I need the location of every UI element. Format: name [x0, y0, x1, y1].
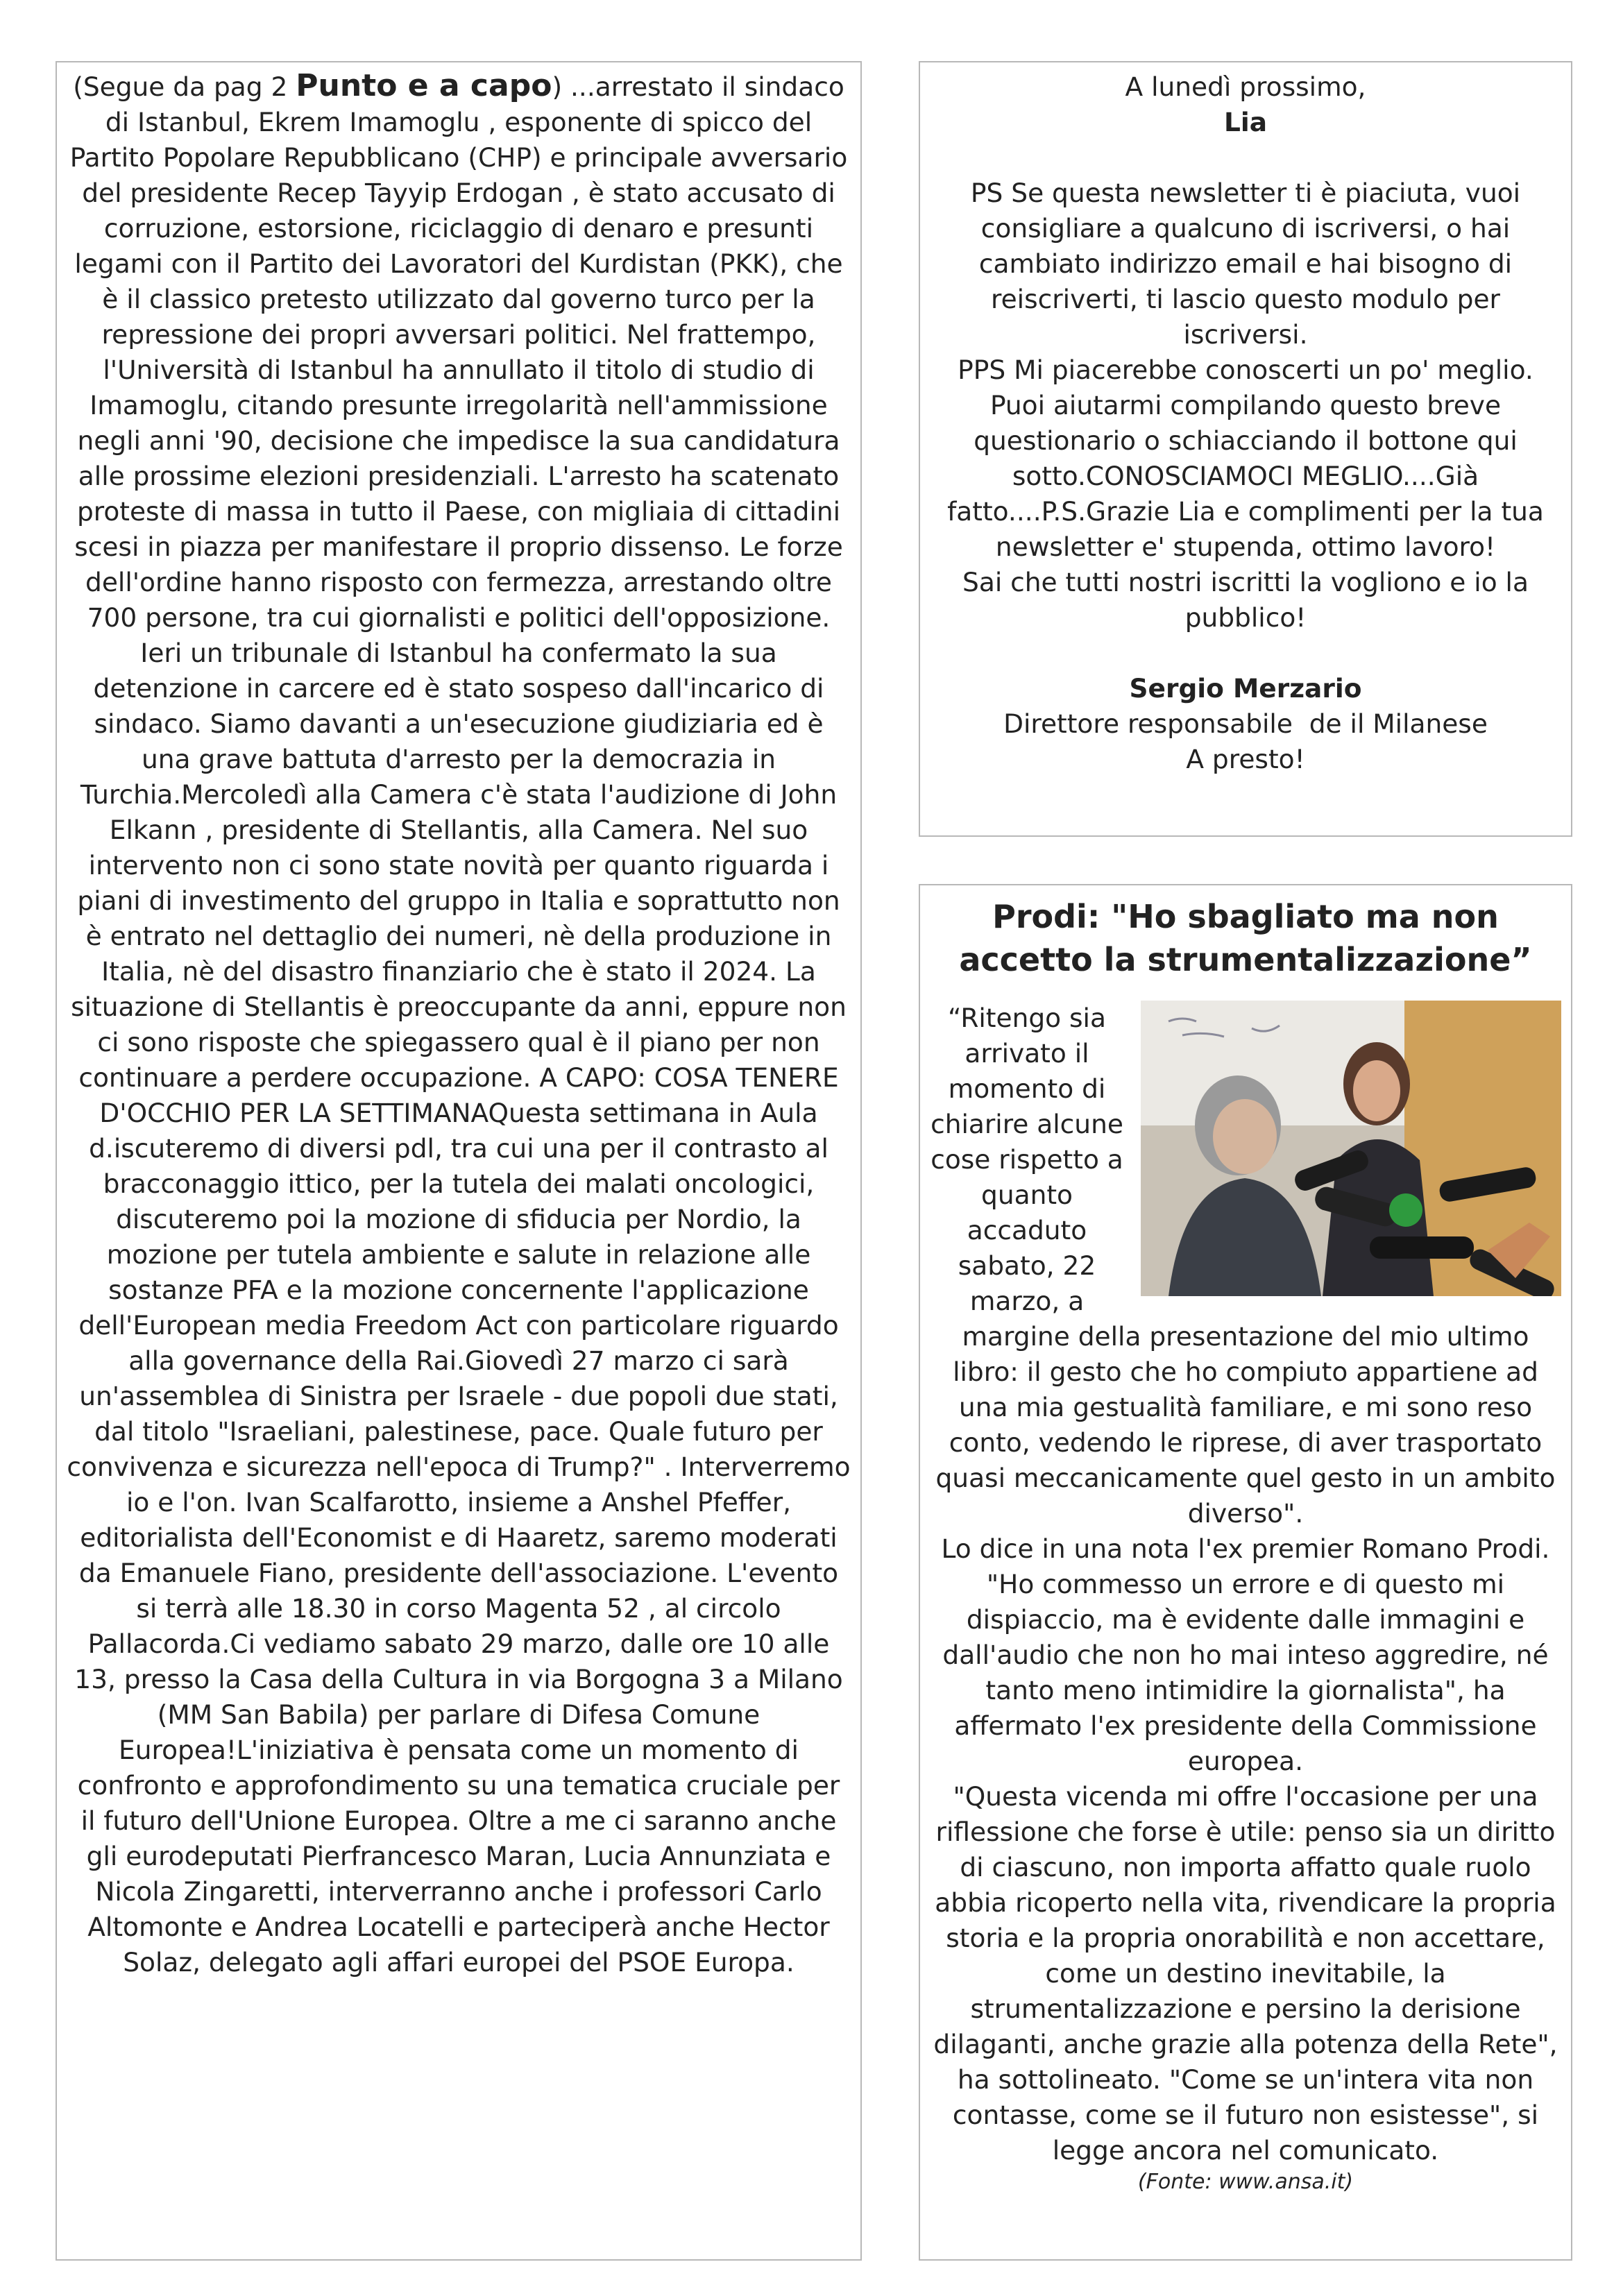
letter-text — [927, 69, 1564, 777]
article-photo — [1141, 1001, 1561, 1296]
sender-role: Direttore responsabile de il Milanese — [1003, 708, 1488, 739]
article-paragraph-1: “Ritengo sia arrivato il momento di chiarire alcune cose rispetto a quanto accaduto sabato, 22 marzo, a margine della presentazione del mio ultimo libro: il gesto che ho compiuto appartiene ad una mia gestualità familiare, e mi sono reso conto, vedendo le riprese, di aver trasportato quasi meccanicamente quel gesto in un ambito diverso". — [931, 1003, 1556, 1529]
letter-ps: PS Se questa newsletter ti è piaciuta, vuoi consigliare a qualcuno di iscriversi, o hai cambiato indirizzo email e hai bisogno di reiscriverti, ti lascio questo modulo per iscriversi. — [970, 178, 1521, 350]
article-paragraph-2: Lo dice in una nota l'ex premier Romano Prodi. "Ho commesso un errore e di questo mi dispiaccio, ma è evidente dalle immagini e dall'audio che non ho mai inteso aggredire, né tanto meno intimidire la giornalista", ha affermato l'ex presidente della Commissione europea. — [941, 1533, 1550, 1776]
article-body — [928, 1001, 1563, 2196]
column-name: Punto e a capo — [296, 68, 552, 103]
prodi-article-box — [919, 884, 1572, 2261]
left-article-body: ) ...arrestato il sindaco di Istanbul, Ekrem Imamoglu , esponente di spicco del Partito Popolare Repubblicano (CHP) e principale avversario del presidente Recep Tayyip Erdogan , è stato accusato di corruzione, estorsione, riciclaggio di denaro e presunti legami con il Partito dei Lavoratori del Kurdistan (PKK), che è il classico pretesto utilizzato dal governo turco per la repressione dei propri avversari politici. Nel frattempo, l'Università di Istanbul ha annullato il titolo di studio di Imamoglu, citando presunte irregolarità nell'ammissione negli anni '90, decisione che impedisce la sua candidatura alle prossime elezioni presidenziali. L'arresto ha scatenato proteste di massa in tutto il Paese, con migliaia di cittadini scesi in piazza per manifestare il proprio dissenso. Le forze dell'ordine hanno risposto con fermezza, arrestando oltre 700 persone, tra cui giornalisti e politici dell'opposizione. Ieri un tribunale di Istanbul ha confermato la sua detenzione in carcere ed è stato sospeso dall'incarico di sindaco. Siamo davanti a un'esecuzione giudiziaria ed è una grave battuta d'arresto per la democrazia in Turchia.Mercoledì alla Camera c'è stata l'audizione di John Elkann , presidente di Stellantis, alla Camera. Nel suo intervento non ci sono state novità per quanto riguarda i piani di investimento del gruppo in Italia e soprattutto non è entrato nel dettaglio dei numeri, nè della produzione in Italia, nè del disastro finanziario che è stato il 2024. La situazione di Stellantis è preoccupante da anni, eppure non ci sono risposte che spiegassero qual è il piano per non continuare a perdere occupazione. A CAPO: COSA TENERE D'OCCHIO PER LA SETTIMANAQuesta settimana in Aula d.iscuteremo di diversi pdl, tra cui una per il contrasto al bracconaggio ittico, per la tutela dei malati oncologici, discuteremo poi la mozione di sfiducia per Nordio, la mozione per tutela ambiente e salute in relazione alle sostanze PFA e la mozione concernente l'applicazione dell'European media Freedom Act con particolare riguardo alla governance della Rai.Giovedì 27 marzo ci sarà un'assemblea di Sinistra per Israele - due popoli due stati, dal titolo "Israeliani, palestinese, pace. Quale futuro per convivenza e sicurezza nell'epoca di Trump?" . Interverremo io e l'on. Ivan Scalfarotto, insieme a Anshel Pfeffer, editorialista dell'Economist e di Haaretz, saremo moderati da Emanuele Fiano, presidente dell'associazione. L'evento si terrà alle 18.30 in corso Magenta 52 , al circolo Pallacorda.Ci vediamo sabato 29 marzo, dalle ore 10 alle 13, presso la Casa della Cultura in via Borgogna 3 a Milano (MM San Babila) per parlare di Difesa Comune Europea!L'iniziativa è pensata come un momento di confronto e approfondimento su una tematica cruciale per il futuro dell'Unione Europea. Oltre a me ci saranno anche gli eurodeputati Pierfrancesco Maran, Lucia Annunziata e Nicola Zingaretti, interverranno anche i professori Carlo Altomonte e Andrea Locatelli e parteciperà anche Hector Solaz, delegato agli affari europei del PSOE Europa. — [67, 71, 851, 1978]
letter-farewell: A presto! — [1186, 744, 1305, 774]
letter-pps: PPS Mi piacerebbe conoscerti un po' meglio. Puoi aiutarmi compilando questo breve questionario o schiacciando il bottone qui sotto.CONOSCIAMOCI MEGLIO....Già fatto....P.S.Grazie Lia e complimenti per la tua newsletter e' stupenda, ottimo lavoro! — [947, 355, 1544, 562]
left-article-text — [67, 68, 851, 1980]
press-scene-photo — [1141, 1001, 1561, 1296]
letter-closing: Sai che tutti nostri iscritti la vogliono e io la pubblico! — [962, 567, 1529, 633]
letter-box — [919, 61, 1572, 837]
lead-prefix: (Segue da pag 2 — [73, 71, 296, 102]
article-source: (Fonte: www.ansa.it) — [1137, 2170, 1354, 2194]
letter-signature: Lia — [1223, 107, 1268, 137]
article-paragraph-3: "Questa vicenda mi offre l'occasione per una riflessione che forse è utile: penso sia un diritto di ciascuno, non importa affatto quale ruolo abbia ricoperto nella vita, rivendicare la propria storia e la propria onorabilità e non accettare, come un destino inevitabile, la strumentalizzazione e persino la derisione dilaganti, anche grazie alla potenza della Rete", ha sottolineato. "Come se un'intera vita non contasse, come se il futuro non esistesse", si legge ancora nel comunicato. — [933, 1781, 1558, 2166]
sender-name: Sergio Merzario — [1129, 673, 1362, 704]
letter-greeting: A lunedì prossimo, — [1125, 71, 1366, 102]
left-article-box — [56, 61, 862, 2261]
article-title: Prodi: "Ho sbagliato ma non accetto la strumentalizzazione” — [959, 898, 1532, 978]
